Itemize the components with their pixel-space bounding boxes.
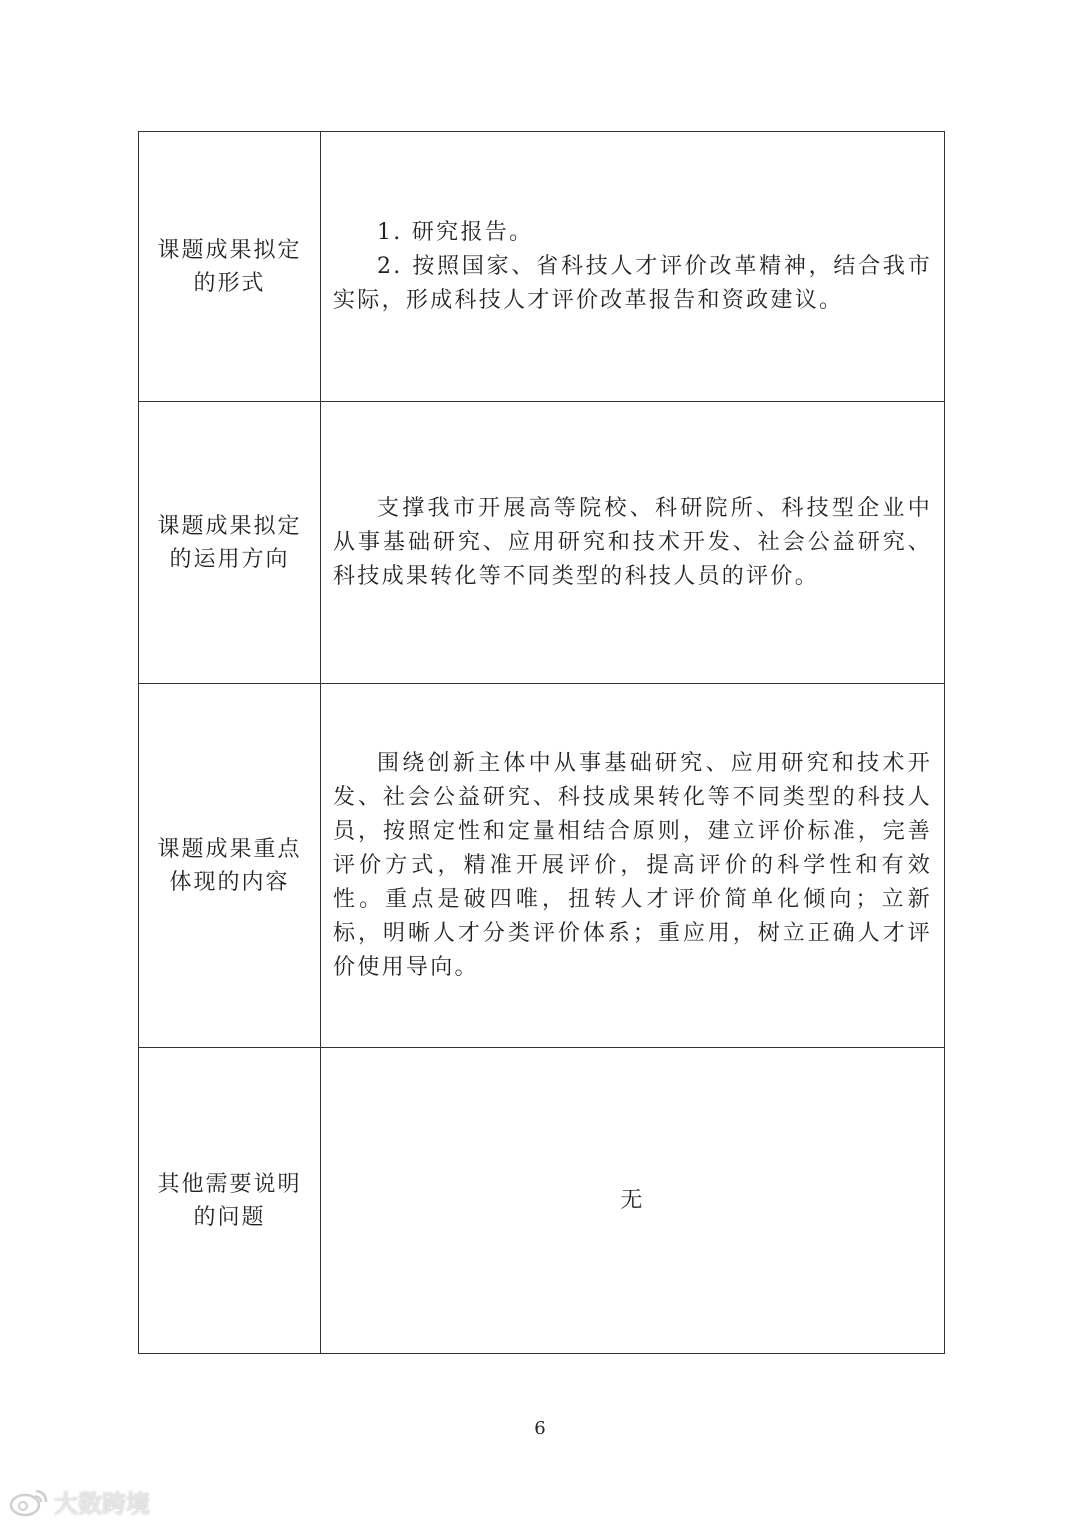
watermark bbox=[8, 1484, 150, 1519]
row-label-cell bbox=[139, 132, 321, 402]
row-label: 课题成果拟定 的形式 bbox=[157, 237, 302, 296]
form-table bbox=[138, 131, 945, 1354]
row-label-cell bbox=[139, 1048, 321, 1354]
content-paragraph: 2. 按照国家、省科技人才评价改革精神，结合我市实际，形成科技人才评价改革报告和资政建议。 bbox=[333, 253, 932, 313]
row-content-cell bbox=[321, 1048, 945, 1354]
row-label-cell bbox=[139, 402, 321, 684]
table-row bbox=[139, 132, 945, 402]
weibo-logo-icon bbox=[8, 1487, 50, 1517]
content-paragraph: 无 bbox=[620, 1187, 645, 1213]
row-content-cell bbox=[321, 684, 945, 1048]
row-label: 其他需要说明 的问题 bbox=[157, 1171, 302, 1230]
content-paragraph: 围绕创新主体中从事基础研究、应用研究和技术开发、社会公益研究、科技成果转化等不同类型的科技人员，按照定性和定量相结合原则，建立评价标准，完善评价方式，精准开展评价，提高评价的科学性和有效性。重点是破四唯，扭转人才评价简单化倾向；立新标，明晰人才分类评价体系；重应用，树立正确人才评价使用导向。 bbox=[333, 750, 932, 980]
row-content-cell bbox=[321, 132, 945, 402]
row-content-cell bbox=[321, 402, 945, 684]
table-row bbox=[139, 1048, 945, 1354]
watermark-text: 大数跨境 bbox=[54, 1490, 150, 1518]
row-label: 课题成果重点 体现的内容 bbox=[157, 836, 302, 895]
page-number: 6 bbox=[534, 1418, 546, 1439]
row-label: 课题成果拟定 的运用方向 bbox=[157, 513, 302, 572]
content-paragraph: 支撑我市开展高等院校、科研院所、科技型企业中从事基础研究、应用研究和技术开发、社会公益研究、科技成果转化等不同类型的科技人员的评价。 bbox=[333, 495, 932, 589]
table-row bbox=[139, 684, 945, 1048]
row-label-cell bbox=[139, 684, 321, 1048]
content-paragraph: 1. 研究报告。 bbox=[377, 219, 534, 245]
table-row bbox=[139, 402, 945, 684]
